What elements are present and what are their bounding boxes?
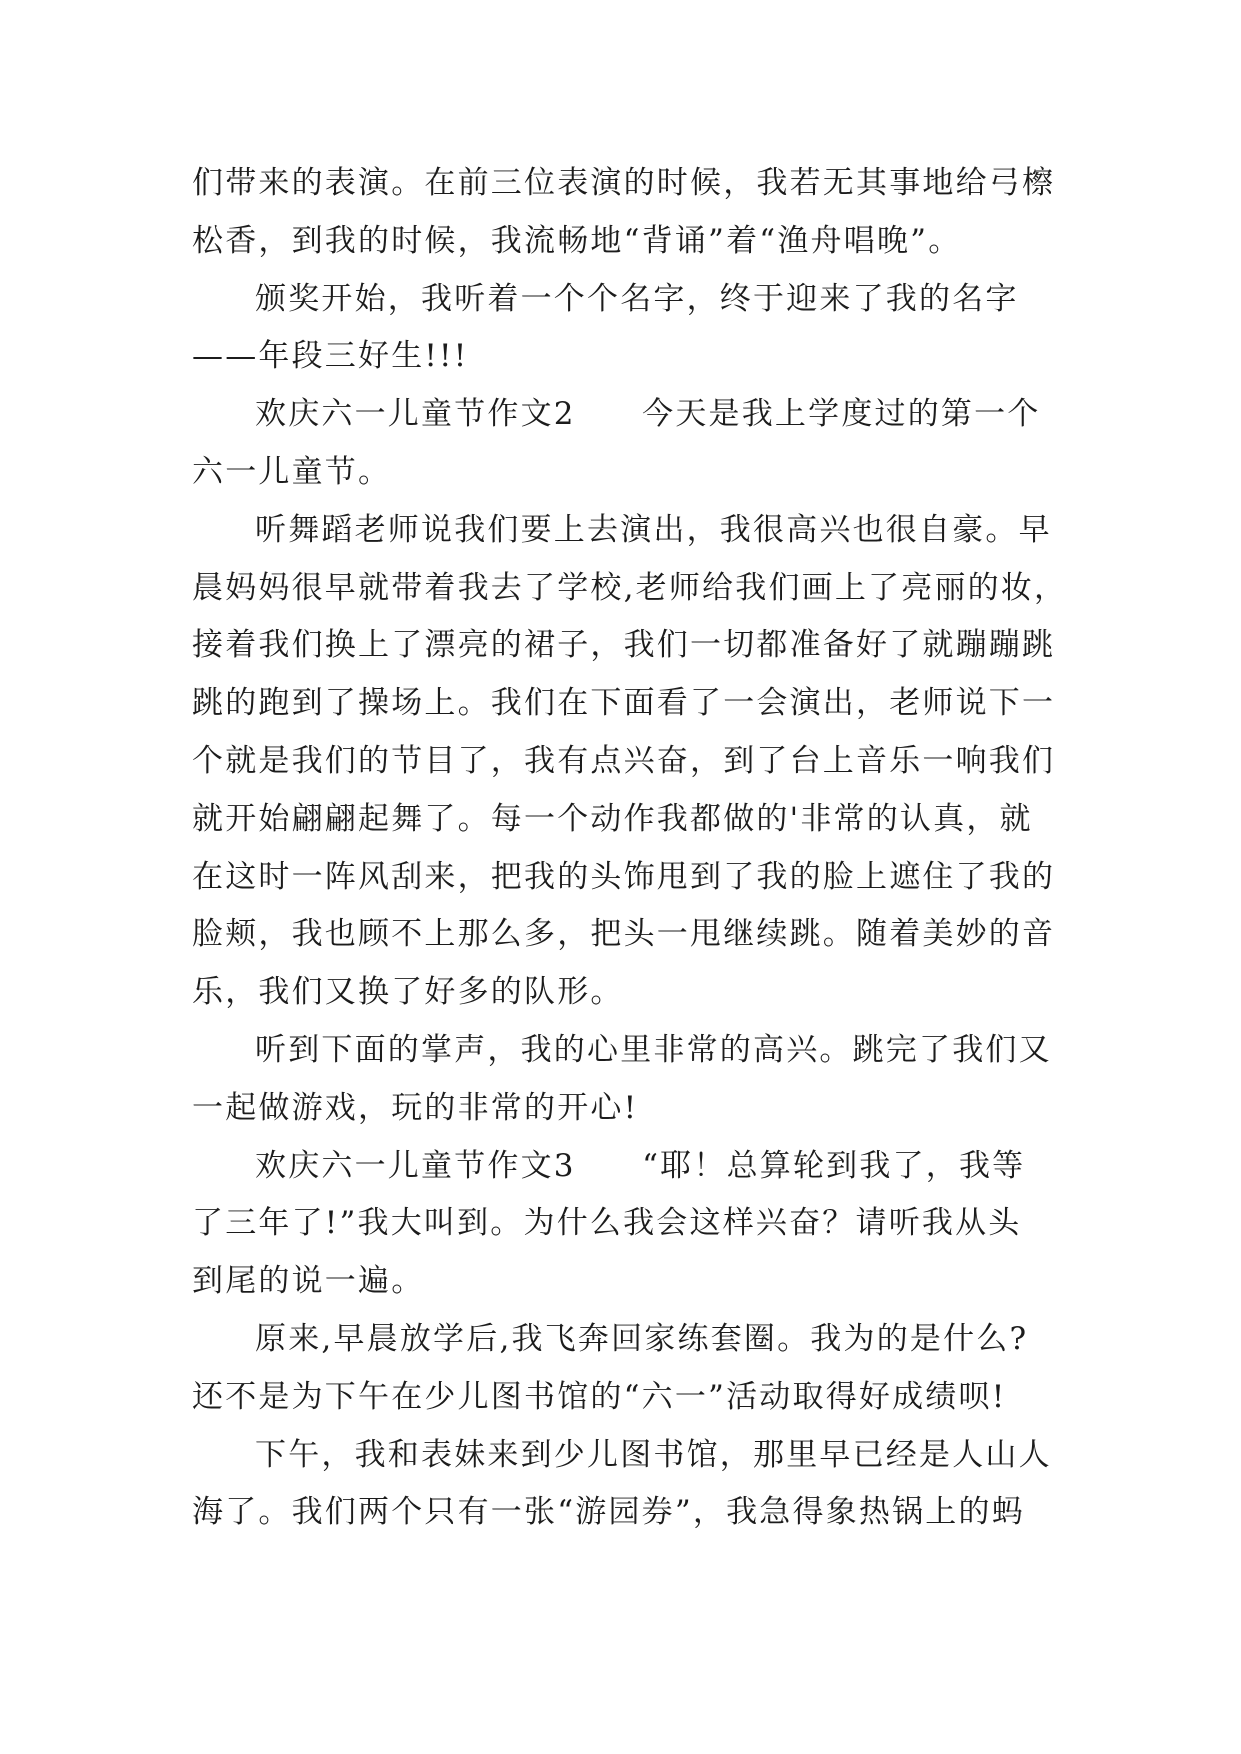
text-line-9: 接着我们换上了漂亮的裙子，我们一切都准备好了就蹦蹦跳	[192, 627, 1056, 664]
text-line-3: 颁奖开始，我听着一个个名字，终于迎来了我的名字	[255, 280, 1019, 317]
text-line-23: 下午，我和表妹来到少儿图书馆，那里早已经是人山人	[255, 1436, 1052, 1473]
text-line-10: 跳的跑到了操场上。我们在下面看了一会演出，老师说下一	[192, 685, 1056, 722]
text-line-12: 就开始翩翩起舞了。每一个动作我都做的'非常的认真，就	[192, 800, 1033, 837]
text-line-2: 松香，到我的时候，我流畅地“背诵”着“渔舟唱晚”。	[192, 222, 962, 259]
text-line-8: 晨妈妈很早就带着我去了学校,老师给我们画上了亮丽的妆，	[192, 569, 1068, 606]
text-line-6: 六一儿童节。	[192, 453, 392, 490]
text-line-17: 一起做游戏，玩的非常的开心!	[192, 1089, 639, 1126]
text-line-13: 在这时一阵风刮来，把我的头饰甩到了我的脸上遮住了我的	[192, 858, 1056, 895]
essay-text	[192, 155, 1068, 1542]
text-line-22: 还不是为下午在少儿图书馆的“六一”活动取得好成绩呗!	[192, 1378, 1007, 1415]
text-line-21: 原来,早晨放学后,我飞奔回家练套圈。我为的是什么?	[255, 1320, 1029, 1357]
text-line-14: 脸颊，我也顾不上那么多，把头一甩继续跳。随着美妙的音	[192, 916, 1056, 953]
text-line-1: 们带来的表演。在前三位表演的时候，我若无其事地给弓檫	[192, 165, 1056, 201]
text-line-24: 海了。我们两个只有一张“游园券”，我急得象热锅上的蚂	[192, 1494, 1025, 1531]
text-line-11: 个就是我们的节目了，我有点兴奋，到了台上音乐一响我们	[192, 742, 1056, 779]
text-line-7: 听舞蹈老师说我们要上去演出，我很高兴也很自豪。早	[255, 511, 1052, 548]
text-line-16: 听到下面的掌声，我的心里非常的高兴。跳完了我们又	[255, 1031, 1052, 1068]
text-line-15: 乐，我们又换了好多的队形。	[192, 974, 624, 1011]
text-line-19: 了三年了!”我大叫到。为什么我会这样兴奋？请听我从头	[192, 1205, 1022, 1242]
section-heading-3: 欢庆六一儿童节作文3 “耶！总算轮到我了，我等	[255, 1147, 1026, 1184]
text-line-4: ——年段三好生!!!	[192, 338, 469, 375]
text-line-20: 到尾的说一遍。	[192, 1263, 425, 1300]
section-heading-2: 欢庆六一儿童节作文2 今天是我上学度过的第一个	[255, 396, 1041, 433]
